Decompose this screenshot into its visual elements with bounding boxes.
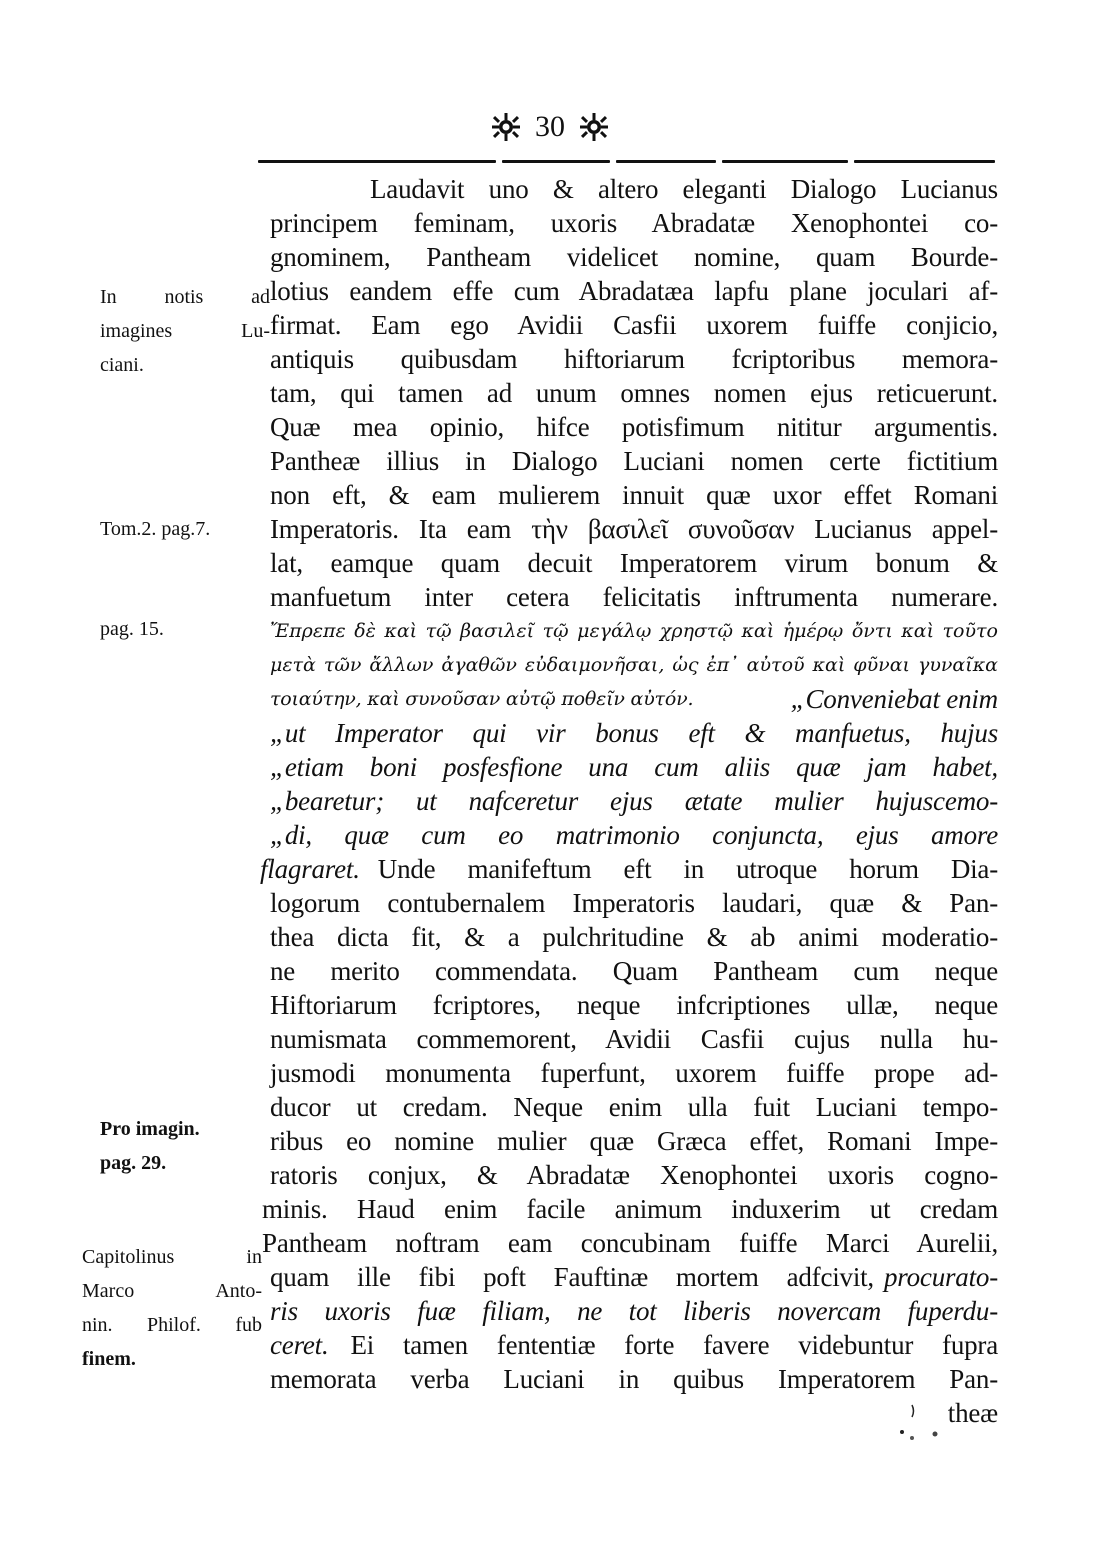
text-line: ribus eo nomine mulier quæ Græca effet, Romani Impe- <box>270 1126 998 1156</box>
margin-note-line: ciani. <box>100 354 144 376</box>
translation-line: „etiam boni posfesfione una cum aliis quæ jam habet, <box>270 752 998 782</box>
text-line: gnominem, Pantheam videlicet nomine, quam Bourde- <box>270 242 998 272</box>
text-line: minis. Haud enim facile animum induxerim ut credam <box>262 1194 998 1224</box>
margin-note-capitolinus <box>82 1240 262 1376</box>
text-line: manfuetum inter cetera felicitatis inftrumenta numerare. <box>270 582 998 612</box>
text-segment: Unde manifeftum eft in utroque horum Dia- <box>377 854 998 884</box>
header-rule <box>258 160 995 163</box>
margin-note-line: pag. 29. <box>100 1152 167 1174</box>
text-line: antiquis quibusdam hiftoriarum fcriptoribus memora- <box>270 344 998 374</box>
text-line: jusmodi monumenta fuperfunt, uxorem fuiffe prope ad- <box>270 1058 998 1088</box>
translation-end: flagraret. <box>260 854 360 884</box>
text-line: tam, qui tamen ad unum omnes nomen ejus reticuerunt. <box>270 378 998 408</box>
text-line <box>270 1260 998 1294</box>
ink-specks-icon <box>900 1400 950 1450</box>
text-line <box>270 682 998 716</box>
text-line: ratoris conjux, & Abradatæ Xenophontei uxoris cogno- <box>270 1160 998 1190</box>
text-line: non eft, & eam mulierem innuit quæ uxor effet Romani <box>270 480 998 510</box>
text-line: logorum contubernalem Imperatoris laudari, quæ & Pan- <box>270 888 998 918</box>
page-number: 30 <box>535 110 565 143</box>
margin-note-line: Marco Anto- <box>82 1280 262 1302</box>
margin-note-pag15 <box>100 612 270 646</box>
margin-note-pro-imagin <box>100 1112 270 1180</box>
margin-note-line: Tom.2. pag.7. <box>100 518 211 540</box>
text-segment: Ei tamen fententiæ forte favere videbuntur fupra <box>350 1330 998 1360</box>
text-line: Pantheæ illius in Dialogo Luciani nomen certe fictitium <box>270 446 998 476</box>
translation-line: „ut Imperator qui vir bonus eft & manfuetus, hujus <box>270 718 998 748</box>
quote-segment: procurato- <box>884 1262 998 1292</box>
text-line: lotius eandem effe cum Abradatæa lapfu plane joculari af- <box>270 276 998 306</box>
margin-note-tom <box>100 512 270 546</box>
sun-ornament-right-icon <box>579 112 609 142</box>
greek-quote-end: τοιαύτην, καὶ συνοῦσαν αὐτῷ ποθεῖν αὐτόν. <box>270 688 694 710</box>
text-line: ducor ut credam. Neque enim ulla fuit Luciani tempo- <box>270 1092 998 1122</box>
greek-quote-line: μετὰ τῶν ἄλλων ἀγαθῶν εὐδαιμονῆσαι, ὡς ἐπ᾽ αὐτοῦ καὶ φῦναι γυναῖκα <box>270 654 998 676</box>
margin-note-line: Capitolinus in <box>82 1246 262 1268</box>
margin-note-line: In notis ad <box>100 286 270 308</box>
text-line: ne merito commendata. Quam Pantheam cum neque <box>270 956 998 986</box>
text-line: Quæ mea opinio, hifce potisfimum nititur argumentis. <box>270 412 998 442</box>
quote-end: ceret. <box>270 1330 329 1360</box>
page-header <box>0 112 1100 147</box>
text-line: numismata commemorent, Avidii Casfii cujus nulla hu- <box>270 1024 998 1054</box>
text-line: memorata verba Luciani in quibus Imperatorem Pan- <box>270 1364 998 1394</box>
margin-note-line: nin. Philof. fub <box>82 1314 262 1336</box>
text-line: lat, eamque quam decuit Imperatorem virum bonum & <box>270 548 998 578</box>
text-line: Hiftoriarum fcriptores, neque infcriptiones ullæ, neque <box>270 990 998 1020</box>
greek-quote-line: Ἔπρεπε δὲ καὶ τῷ βασιλεῖ τῷ μεγάλῳ χρηστῷ καὶ ἡμέρῳ ὄντι καὶ τοῦτο <box>270 620 998 642</box>
text-line <box>260 852 998 886</box>
latin-translation-start: „Conveniebat enim <box>790 684 998 714</box>
quote-line: ris uxoris fuæ filiam, ne tot liberis novercam fuperdu- <box>270 1296 998 1326</box>
translation-line: „di, quæ cum eo matrimonio conjuncta, ejus amore <box>270 820 998 850</box>
margin-note-line: Pro imagin. <box>100 1118 200 1140</box>
translation-line: „bearetur; ut nafceretur ejus ætate mulier hujuscemo- <box>270 786 998 816</box>
margin-note-notis <box>100 280 270 382</box>
text-line: Laudavit uno & altero eleganti Dialogo Lucianus <box>370 174 998 204</box>
margin-note-line: pag. 15. <box>100 618 164 640</box>
text-line: principem feminam, uxoris Abradatæ Xenophontei co- <box>270 208 998 238</box>
text-line: Imperatoris. Ita eam τὴν βασιλεῖ συνοῦσαν Lucianus appel- <box>270 514 998 544</box>
margin-note-line: imagines Lu- <box>100 320 270 342</box>
text-line: Pantheam noftram eam concubinam fuiffe Marci Aurelii, <box>262 1228 998 1258</box>
catchword: theæ <box>947 1398 998 1428</box>
text-line <box>270 1328 998 1362</box>
text-line: thea dicta fit, & a pulchritudine & ab animi moderatio- <box>270 922 998 952</box>
text-segment: quam ille fibi poft Fauftinæ mortem adfcivit, <box>270 1262 874 1292</box>
sun-ornament-left-icon <box>491 112 521 142</box>
text-line: firmat. Eam ego Avidii Casfii uxorem fuiffe conjicio, <box>270 310 998 340</box>
margin-note-line: finem. <box>82 1348 136 1370</box>
